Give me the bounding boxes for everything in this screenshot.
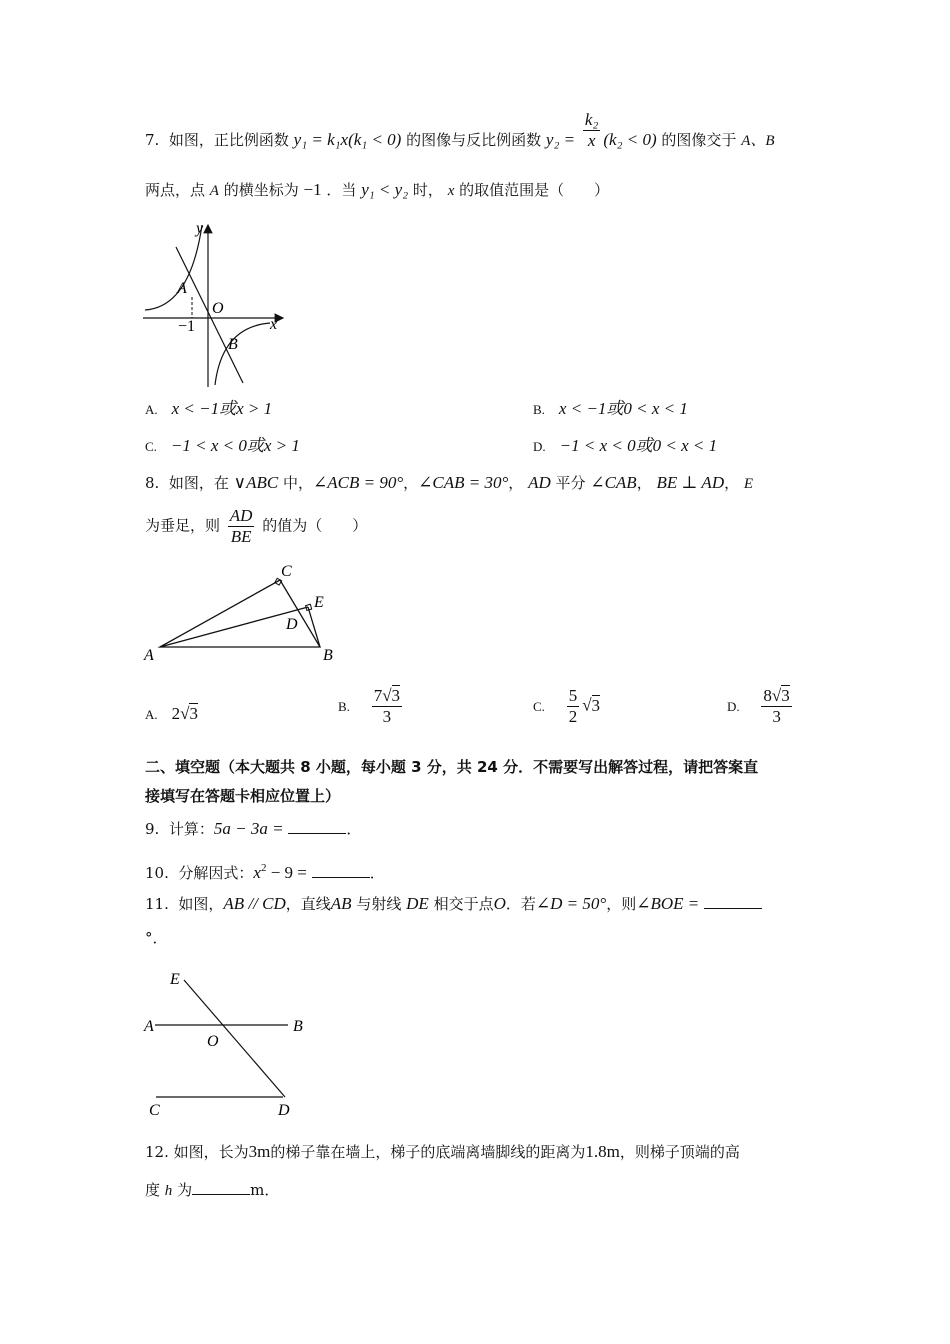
q7-line2: 两点，点 A 的横坐标为 −1 ．当 y₁ < y₂ 时， x 的取值范围是（ ） [145,180,610,199]
q7-formula-y1: y₁ = k₁x [293,130,349,149]
q11-line1: 11. 如图，AB // CD，直线AB 与射线 DE 相交于点O．若∠D = 50°，则∠BOE = [145,892,762,916]
section2-heading-cont: 接填写在答题卡相应位置上） [145,787,341,805]
label-A: A [177,280,187,297]
answer-blank[interactable] [192,1180,250,1195]
ray-DE [184,980,285,1097]
q7-formula-y2: y₂ = [545,130,576,149]
q8-triangle-figure [140,560,350,670]
q8-option-c[interactable]: C. $\frac{5}{2}$ √3 [533,686,601,726]
q8-line2: 为垂足，则 $\frac{AD}{BE}$ 的值为（ ） [145,506,368,546]
q11-parallel-figure [140,965,320,1125]
q8-option-a[interactable]: A. 2√3 [145,704,198,723]
q7-option-a[interactable]: A. x < −1或x > 1 [145,399,273,418]
q7-text: 如图，正比例函数 [168,131,289,149]
q12-line1: 12. 如图，长为3m的梯子靠在墙上，梯子的底端离墙脚线的距离为1.8m，则梯子顶端的高 [145,1142,740,1161]
q8-line1: 8. 如图，在 ∨ABC 中，∠ACB = 90°，∠CAB = 30°， AD 平分 ∠CAB， BE ⊥ AD， E [145,473,754,492]
q7-condition-k2: (k₂ < 0) [603,130,657,149]
question-number: 8. [145,474,160,492]
q7-inequality: y₁ < y₂ [361,180,409,199]
q7-condition-k1: (k₁ < 0) [348,130,402,149]
question-number: 11. [145,895,169,913]
q7-option-b[interactable]: B. x < −1或0 < x < 1 [533,399,688,418]
q7-option-c[interactable]: C. −1 < x < 0或x > 1 [145,436,300,455]
q12-line2: 度 h 为 m． [145,1181,280,1199]
q9: 9. 计算：5a − 3a = ． [145,819,362,838]
hyperbola-branch-right [215,323,270,385]
question-number: 9. [145,820,160,838]
question-number: 7. [145,131,160,149]
label-A: A [144,647,154,664]
label-B: B [293,1018,303,1035]
answer-blank[interactable] [704,894,762,909]
q11-line2: °． [145,929,168,947]
label-D: D [286,616,298,633]
q7-graph-figure [140,215,300,395]
q8-fraction: $\frac{AD}{BE}$ [229,506,253,546]
answer-blank[interactable] [288,819,346,834]
label-O: O [207,1033,219,1050]
q7-points: A、B [741,133,775,149]
label-O: O [212,300,224,317]
q10: 10. 分解因式：$x^2 - 9$ = ． [145,862,385,882]
proportional-line [176,247,243,383]
section2-heading: 二、填空题（本大题共 8 小题，每小题 3 分，共 24 分．不需要写出解答过程，请把答案直 [145,758,759,776]
label-B: B [323,647,333,664]
q7-option-d[interactable]: D. −1 < x < 0或0 < x < 1 [533,436,718,455]
q7-fraction: $\frac{\text{k₂}}{x}$ [584,109,599,150]
segment-BE [308,607,320,647]
question-number: 10. [145,864,169,882]
label-y: y [196,220,204,237]
q7-text: 的图像交于 [661,131,737,149]
label-E: E [314,594,324,611]
label-C: C [149,1102,160,1119]
label-E: E [170,971,180,988]
label-C: C [281,563,292,580]
q8-option-d[interactable]: D. $\frac{8√3}{3}$ [727,686,790,726]
label-B: B [228,336,238,353]
q8-option-b[interactable]: B. $\frac{7√3}{3}$ [338,686,401,726]
label-A: A [144,1018,154,1035]
answer-blank[interactable] [312,863,370,878]
label-D: D [278,1102,290,1119]
label-minus1: −1 [178,318,196,335]
hyperbola-branch-left [145,225,202,310]
q7-text: 的图像与反比例函数 [406,131,542,149]
question-number: 12. [145,1143,169,1161]
q7-line1 [145,109,775,153]
label-x: x [270,316,278,333]
triangle-ABC [160,580,320,647]
